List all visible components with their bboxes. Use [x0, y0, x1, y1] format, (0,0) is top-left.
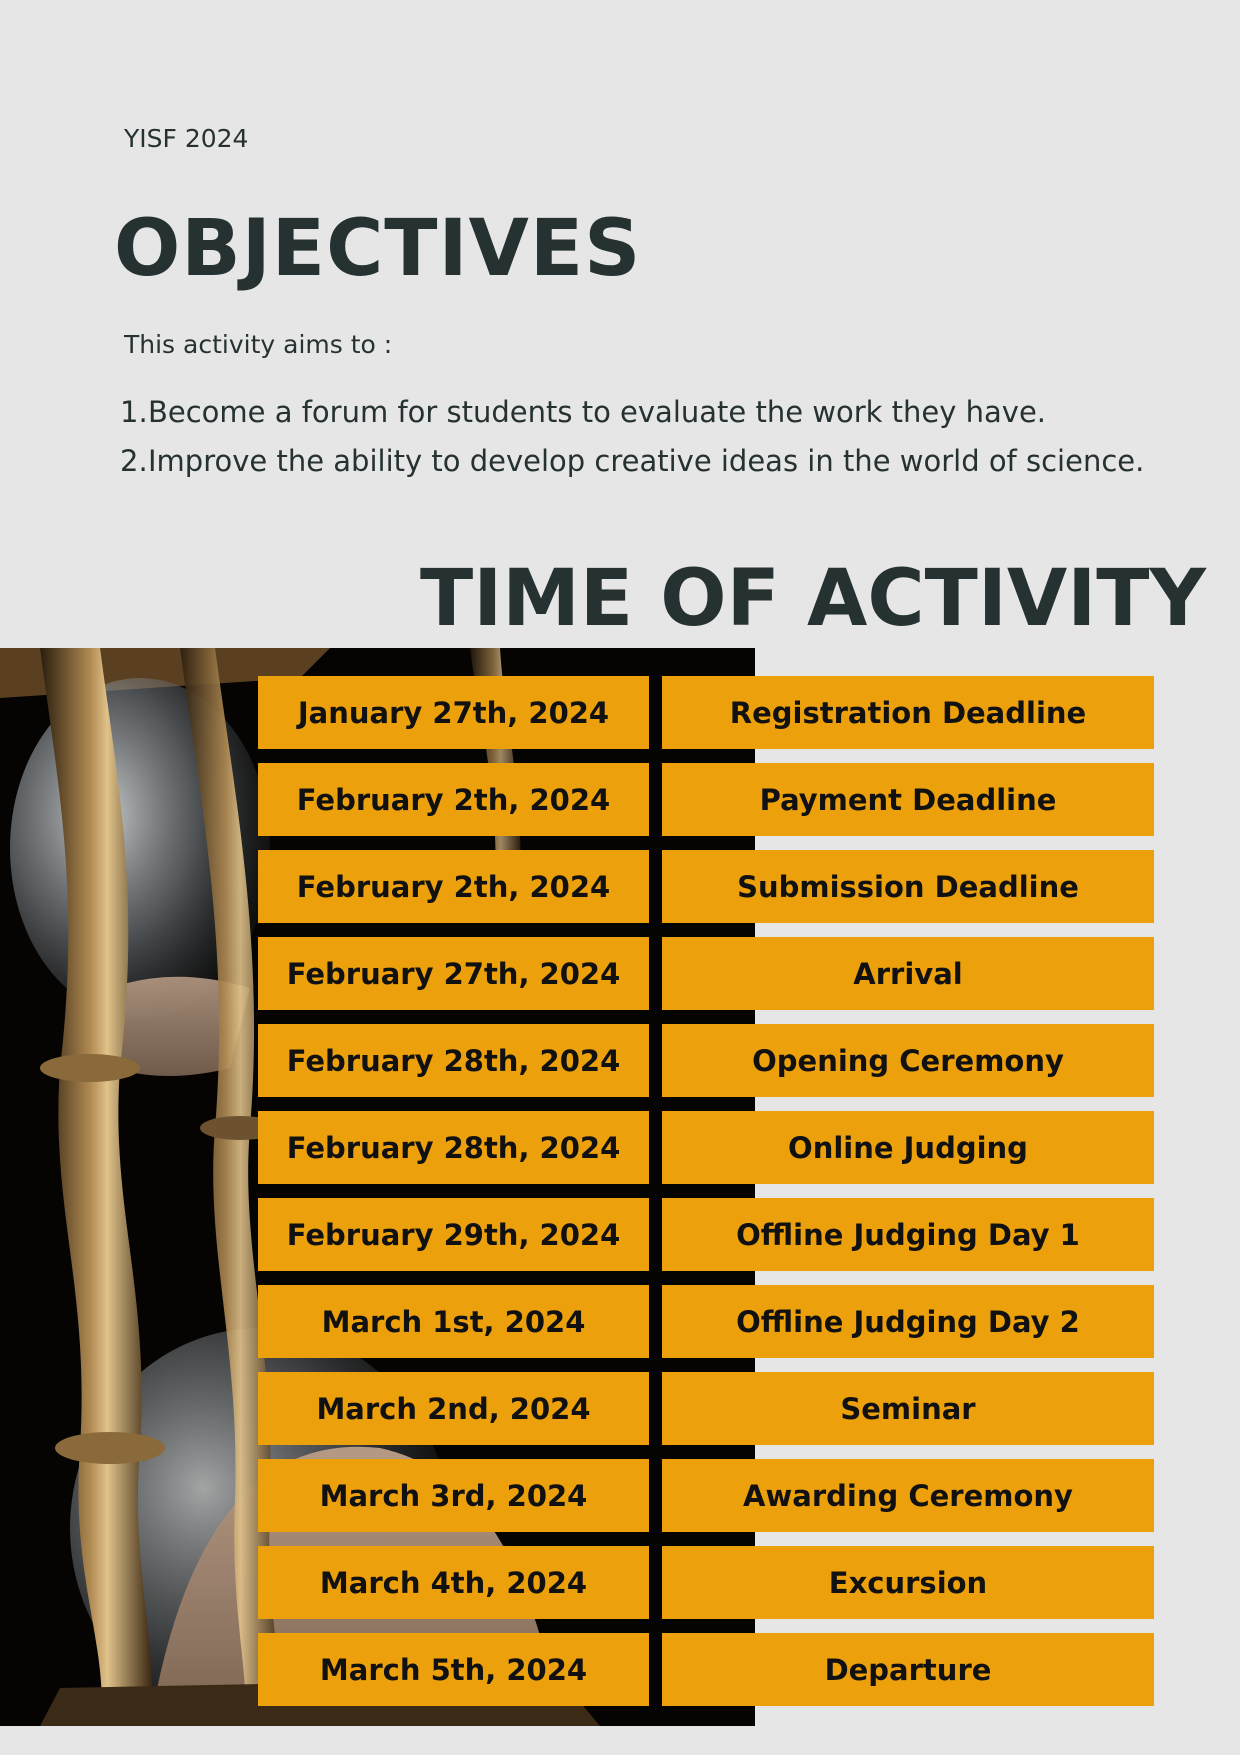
list-item	[120, 437, 1144, 486]
schedule-date: February 28th, 2024	[258, 1111, 649, 1184]
schedule-date: March 5th, 2024	[258, 1633, 649, 1706]
schedule-event: Registration Deadline	[662, 676, 1154, 749]
schedule-event: Arrival	[662, 937, 1154, 1010]
schedule-date: February 29th, 2024	[258, 1198, 649, 1271]
list-item-text: Improve the ability to develop creative ideas in the world of science.	[148, 444, 1145, 478]
schedule-date: February 2th, 2024	[258, 850, 649, 923]
schedule-event: Offline Judging Day 2	[662, 1285, 1154, 1358]
schedule-event: Excursion	[662, 1546, 1154, 1619]
schedule-event: Seminar	[662, 1372, 1154, 1445]
schedule-date: March 4th, 2024	[258, 1546, 649, 1619]
schedule-event: Offline Judging Day 1	[662, 1198, 1154, 1271]
list-item-number: 2.	[120, 444, 148, 478]
schedule-event: Online Judging	[662, 1111, 1154, 1184]
table-row	[258, 1111, 1154, 1184]
table-row	[258, 1546, 1154, 1619]
objectives-title: OBJECTIVES	[114, 204, 642, 294]
schedule-date: March 1st, 2024	[258, 1285, 649, 1358]
table-row	[258, 676, 1154, 749]
objectives-intro: This activity aims to :	[124, 330, 393, 359]
table-row	[258, 1633, 1154, 1706]
schedule-event: Payment Deadline	[662, 763, 1154, 836]
schedule-event: Awarding Ceremony	[662, 1459, 1154, 1532]
list-item-number: 1.	[120, 395, 148, 429]
schedule-date: March 2nd, 2024	[258, 1372, 649, 1445]
table-row	[258, 1198, 1154, 1271]
table-row	[258, 1285, 1154, 1358]
schedule-event: Submission Deadline	[662, 850, 1154, 923]
schedule-event: Departure	[662, 1633, 1154, 1706]
table-row	[258, 1372, 1154, 1445]
objectives-list	[120, 388, 1144, 486]
table-row	[258, 763, 1154, 836]
schedule-date: February 27th, 2024	[258, 937, 649, 1010]
event-label: YISF 2024	[124, 124, 249, 153]
table-row	[258, 937, 1154, 1010]
list-item-text: Become a forum for students to evaluate the work they have.	[148, 395, 1047, 429]
table-row	[258, 850, 1154, 923]
list-item	[120, 388, 1144, 437]
schedule-date: February 28th, 2024	[258, 1024, 649, 1097]
table-row	[258, 1459, 1154, 1532]
schedule-title: TIME OF ACTIVITY	[420, 554, 1206, 644]
schedule-date: March 3rd, 2024	[258, 1459, 649, 1532]
schedule-date: January 27th, 2024	[258, 676, 649, 749]
schedule-event: Opening Ceremony	[662, 1024, 1154, 1097]
table-row	[258, 1024, 1154, 1097]
schedule-date: February 2th, 2024	[258, 763, 649, 836]
